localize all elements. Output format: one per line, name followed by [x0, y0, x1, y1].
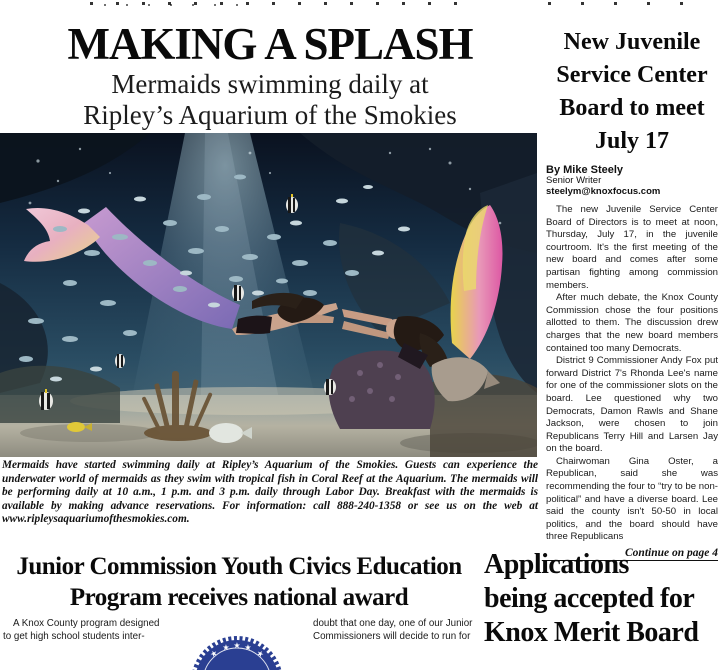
bottom-left-headline — [0, 551, 478, 613]
right-headline-line4: July 17 — [546, 125, 718, 158]
cropped-text-fragments — [0, 0, 720, 7]
aquarium-photo-illustration — [0, 133, 537, 457]
body-line: A Knox County program designed — [3, 617, 161, 630]
body-line: Commissioners will decide to run for — [313, 630, 478, 643]
award-seal-icon — [189, 630, 285, 670]
byline — [546, 164, 718, 197]
paragraph: Chairwoman Gina Oster, a Republican, said she was recommending the four to “try to be non-political” and have a diverse board. Lee said the county isn't 50-50 in local politics, and the board should have three Republicans — [546, 456, 718, 544]
continuation-notice: Continue on page 4 — [546, 546, 718, 561]
bottom-left-column-2 — [161, 617, 313, 643]
right-article-headline — [546, 26, 718, 158]
svg-text:★: ★ — [255, 648, 266, 659]
body-line: to get high school students inter- — [3, 630, 161, 643]
main-subtitle-line2: Ripley’s Aquarium of the Smokies — [0, 101, 540, 130]
bottom-left-column-3 — [313, 617, 478, 643]
main-headline: MAKING A SPLASH — [0, 20, 540, 68]
right-article — [546, 26, 718, 561]
svg-text:★: ★ — [244, 643, 251, 652]
byline-email: steelym@knoxfocus.com — [546, 186, 718, 197]
right-headline-line1: New Juvenile — [546, 26, 718, 59]
paragraph: After much debate, the Knox County Commission chose the four positions allotted to them. The discussion drew charges that the new board members contained too many Democrats. — [546, 292, 718, 355]
body-line: doubt that one day, one of our Junior — [313, 617, 478, 630]
mermaid-aquarium-photo — [0, 133, 537, 457]
paragraph: District 9 Commissioner Andy Fox put forward District 7's Rhonda Lee's name for one of the commissioner slots on the board. Lee questioned why two Democrats, Damon Rawls and Shane Jackson, were chosen to join Republicans Terry Hill and Larsen Jay on the board. — [546, 355, 718, 456]
photo-caption: Mermaids have started swimming daily at Ripley’s Aquarium of the Smokies. Guests can experience the underwater world of mermaids as they swim with tropical fish in Coral Reef at the Aquarium. The mermaids will be performing daily at 10 a.m., 1 p.m. and 3 p.m. daily through Labor Day. Breakfast with the mermaids is available by making advance reservations. For information: call 888-240-1358 or see us on the web at www.ripleysaquariumofthesmokies.com. — [2, 459, 538, 527]
main-subtitle-line1: Mermaids swimming daily at — [0, 70, 540, 99]
svg-text:★: ★ — [222, 643, 229, 652]
right-headline-line2: Service Center — [546, 59, 718, 92]
bottom-right-article — [484, 548, 720, 650]
svg-text:★: ★ — [233, 641, 240, 650]
right-article-body — [546, 204, 718, 544]
paragraph: The new Juvenile Service Center Board of Directors is to meet at noon, Thursday, July 17, in the juvenile courtroom. It's the first meeting of the new board and comes after some partisan fighting among commission members. — [546, 204, 718, 292]
bottom-left-column-1 — [0, 617, 161, 643]
byline-name: By Mike Steely — [546, 164, 718, 176]
bl-headline-line1: Junior Commission Youth Civics Education — [0, 551, 478, 582]
bottom-left-article — [0, 551, 478, 643]
br-headline-line2: being accepted for — [484, 582, 720, 616]
bottom-right-headline — [484, 548, 720, 650]
main-article-header — [0, 20, 540, 130]
bl-headline-line2: Program receives national award — [0, 582, 478, 613]
br-headline-line3: Knox Merit Board — [484, 616, 720, 650]
svg-text:★: ★ — [209, 648, 220, 659]
byline-title: Senior Writer — [546, 176, 718, 186]
br-headline-line1: Applications — [484, 548, 720, 582]
bottom-left-columns — [0, 617, 478, 643]
right-headline-line3: Board to meet — [546, 92, 718, 125]
